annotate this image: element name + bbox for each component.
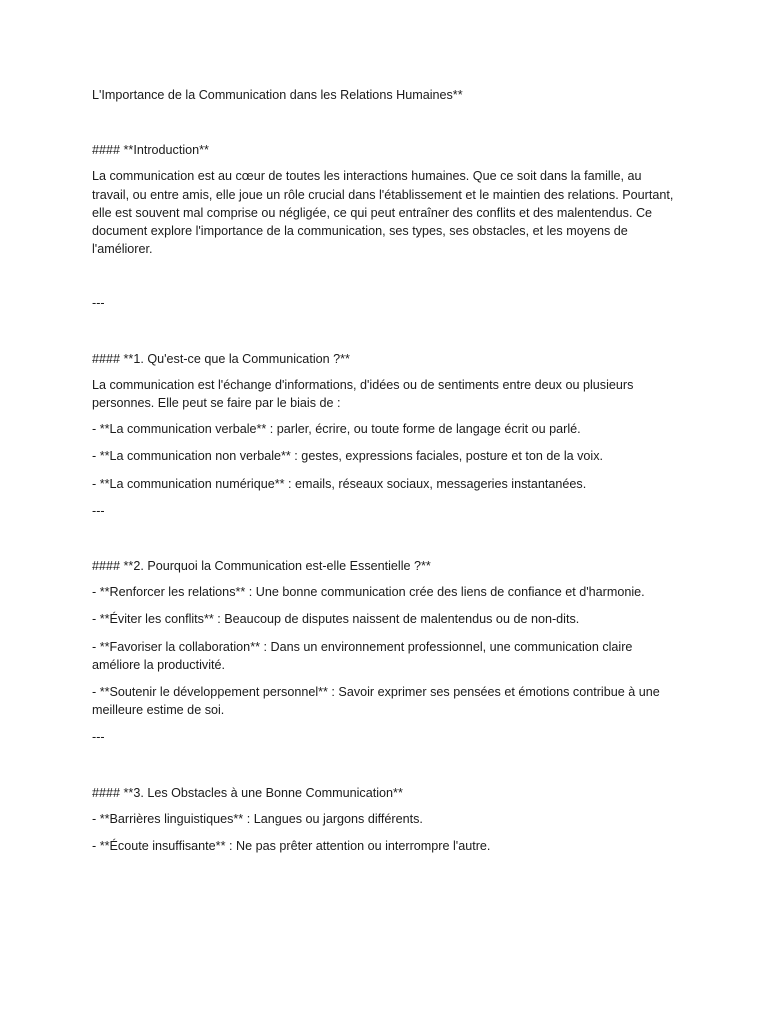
list-item: - **Renforcer les relations** : Une bonne communication crée des liens de confiance et d'harmonie. — [92, 585, 645, 600]
list-item: - **Éviter les conflits** : Beaucoup de disputes naissent de malentendus ou de non-dits. — [92, 612, 580, 627]
separator: --- — [92, 730, 105, 745]
list-item: - **Favoriser la collaboration** : Dans un environnement professionnel, une communication claire améliore la productivité. — [92, 639, 633, 672]
section-heading-2: #### **2. Pourquoi la Communication est-elle Essentielle ?** — [92, 559, 431, 574]
list-item: - **La communication numérique** : emails, réseaux sociaux, messageries instantanées. — [92, 476, 587, 491]
list-item: - **Barrières linguistiques** : Langues ou jargons différents. — [92, 811, 423, 826]
list-item: - **La communication non verbale** : gestes, expressions faciales, posture et ton de la voix. — [92, 449, 604, 464]
section-heading-1: #### **1. Qu'est-ce que la Communication ?** — [92, 351, 350, 366]
section-1-paragraph: La communication est l'échange d'informations, d'idées ou de sentiments entre deux ou plusieurs personnes. Elle peut se faire par le biais de : — [92, 377, 634, 411]
document-title: L'Importance de la Communication dans les Relations Humaines** — [92, 88, 463, 102]
introduction-paragraph: La communication est au cœur de toutes les interactions humaines. Que ce soit dans la famille, au travail, ou entre amis, elle joue un rôle crucial dans l'établissement et le maintien des relations. Pourtant, elle est souvent mal comprise ou négligée, ce qui peut entraîner des conflits et des malentendus. Ce document explore l'importance de la communication, ses types, ses obstacles, et les moyens de l'améliorer. — [92, 169, 674, 257]
separator: --- — [92, 503, 105, 518]
section-heading-3: #### **3. Les Obstacles à une Bonne Communication** — [92, 785, 403, 800]
list-item: - **La communication verbale** : parler, écrire, ou toute forme de langage écrit ou parlé. — [92, 422, 581, 437]
document-page — [92, 86, 682, 864]
section-heading-introduction: #### **Introduction** — [92, 143, 209, 158]
list-item: - **Écoute insuffisante** : Ne pas prêter attention ou interrompre l'autre. — [92, 839, 491, 854]
list-item: - **Soutenir le développement personnel** : Savoir exprimer ses pensées et émotions contribue à une meilleure estime de soi. — [92, 685, 660, 718]
separator: --- — [92, 296, 105, 311]
